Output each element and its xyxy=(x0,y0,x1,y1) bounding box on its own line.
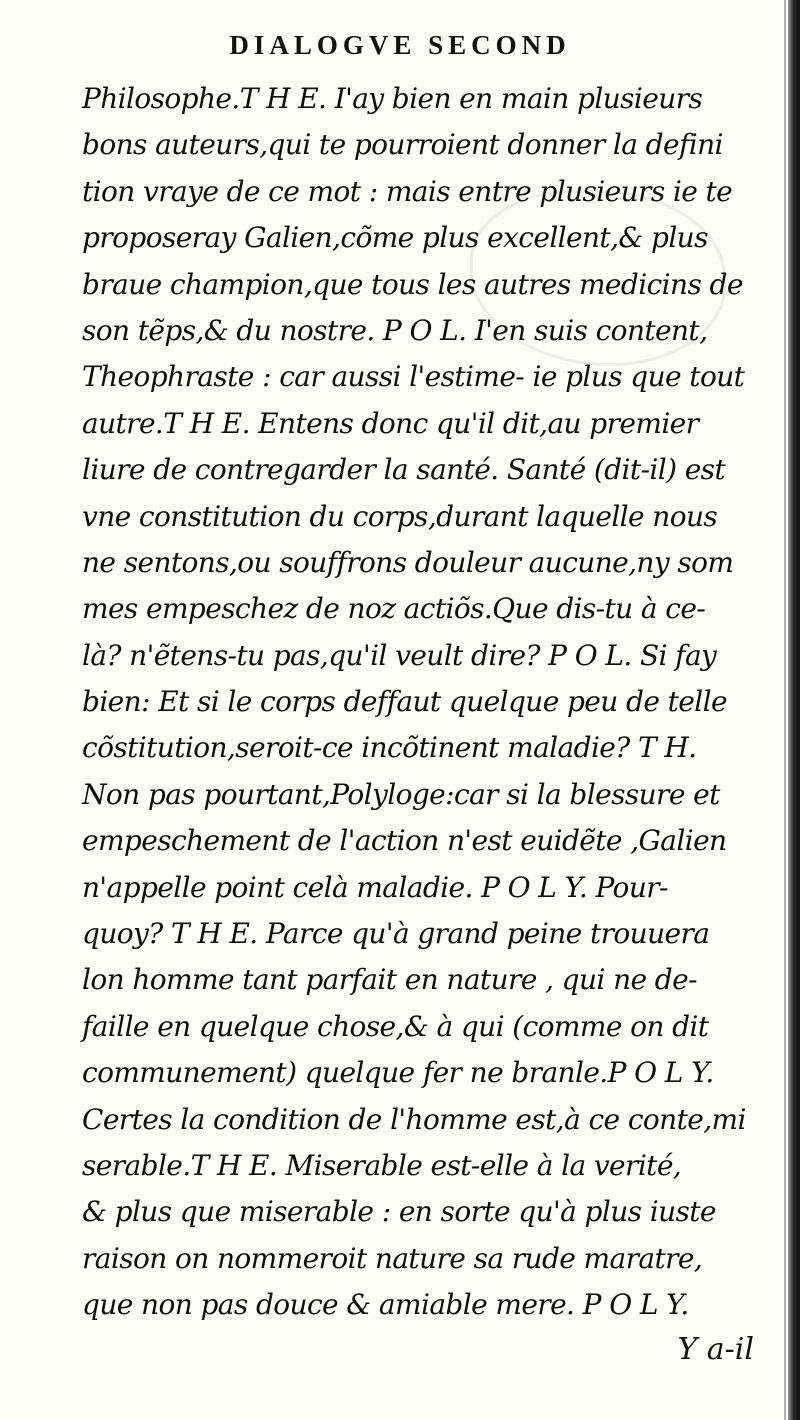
running-header: DIALOGVE SECOND xyxy=(229,30,571,60)
text-line: tion vraye de ce mot : mais entre plusieurs ie te xyxy=(82,174,733,208)
text-line: vne constitution du corps,durant laquelle nous xyxy=(82,499,718,533)
text-line: & plus que miserable : en sorte qu'à plus iuste xyxy=(82,1195,716,1229)
body-text xyxy=(82,76,772,1329)
text-line: ne sentons,ou souffrons douleur aucune,ny som xyxy=(82,545,734,579)
text-line: serable.T H E. Miserable est-elle à la verité, xyxy=(82,1148,682,1182)
text-line: que non pas douce & amiable mere. P O L Y. xyxy=(82,1288,689,1322)
text-line: son tẽps,& du nostre. P O L. I'en suis content, xyxy=(82,313,708,347)
text-line: Certes la condition de l'homme est,à ce conte,mi xyxy=(82,1102,746,1136)
text-line: lon homme tant parfait en nature , qui ne de- xyxy=(82,963,697,997)
text-line: braue champion,que tous les autres medicins de xyxy=(82,267,743,301)
text-line: autre.T H E. Entens donc qu'il dit,au premier xyxy=(82,406,699,440)
text-line: Theophraste : car aussi l'estime- ie plus que tout xyxy=(82,360,745,394)
text-line: bons auteurs,qui te pourroient donner la defini xyxy=(82,128,723,162)
text-line: bien: Et si le corps deffaut quelque peu de telle xyxy=(82,685,727,719)
text-line: quoy? T H E. Parce qu'à grand peine trouuera xyxy=(82,917,710,951)
text-line: là? n'ẽtens-tu pas,qu'il veult dire? P O L. Si fay xyxy=(82,638,717,672)
catchword: Y a-il xyxy=(677,1332,754,1367)
text-line: Non pas pourtant,Polyloge:car si la blessure et xyxy=(82,777,720,811)
text-line: raison on nommeroit nature sa rude maratre, xyxy=(82,1241,703,1275)
text-line: communement) quelque fer ne branle.P O L Y. xyxy=(82,1056,714,1090)
text-line: liure de contregarder la santé. Santé (dit-il) est xyxy=(82,453,726,487)
text-line: cõstitution,seroit-ce incõtinent maladie? T H. xyxy=(82,731,697,765)
text-line: mes empeschez de noz actiõs.Que dis-tu à ce- xyxy=(82,592,706,626)
text-line: faille en quelque chose,& à qui (comme on dit xyxy=(82,1009,709,1043)
scan-edge xyxy=(788,0,800,1420)
page-gutter-line xyxy=(784,0,786,1420)
text-line: empeschement de l'action n'est euidẽte ,Galien xyxy=(82,824,727,858)
text-line: n'appelle point celà maladie. P O L Y. Pour- xyxy=(82,870,668,904)
text-line: proposeray Galien,cõme plus excellent,& plus xyxy=(82,221,708,255)
text-line: Philosophe.T H E. I'ay bien en main plusieurs xyxy=(82,82,703,115)
